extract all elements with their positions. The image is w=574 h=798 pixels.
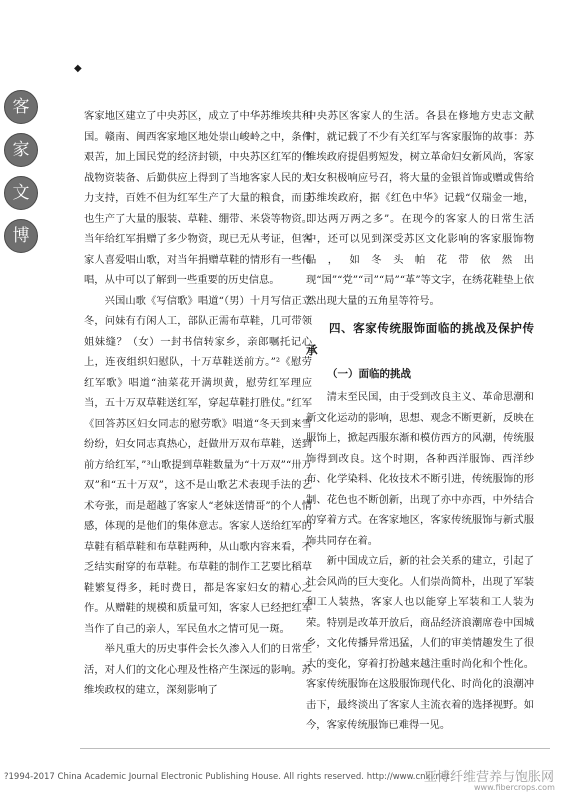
paragraph: 清末至民国，由于受到改良主义、革命思潮和新文化运动的影响，思想、观念不断更新，反映在服饰上，掀起西服东渐和模仿西方的风潮，传统服饰得到改良。这个时期，各种西洋服饰、西洋纱布、化学染料、化妆技术不断引进，传统服饰的形制、花色也不断创新，出现了亦中亦西，中外结合的穿着方式。在客家地区，客家传统服饰与新式服饰共同存在着。 (306, 391, 534, 547)
paragraph: 新中国成立后，新的社会关系的建立，引起了社会风尚的巨大变化。人们崇尚简朴，出现了军装和工人装热，客家人也以能穿上军装和工人装为荣。特别是改革开放后，商品经济浪潮席卷中国城乡，文化传播异常迅猛，人们的审美情趣发生了很大的变化，穿着打扮越来越注重时尚化和个性化。客家传统服饰在这股服饰现代化、时尚化的浪潮冲击下，最终淡出了客家人主流衣着的选择视野。如今，客家传统服饰已难得一见。 (306, 555, 534, 731)
paragraph: 兴国山歌《写信歌》唱道“（男）十月写信正立冬，问妹有冇闲人工，部队正需布草鞋，几可带领姐妹缝？（女）一封书信转家乡，亲郎嘱托记心上，连夜组织妇慰队，十万草鞋送前方。”²《慰劳红军歌》唱道“油菜花开满坝黄，慰劳红军理应当，五十万双草鞋送红军，穿起草鞋打胜仗。”红军《回答苏区妇女同志的慰劳歌》唱道“冬天到来雪纷纷，妇女同志真热心，赶做卅万双布草鞋，送到前方给红军，”³山歌提到草鞋数量为“十万双”“卅万双”和“五十万双”，这不是山歌艺术表现手法的艺术夸张，而是超越了客家人“老妹送情哥”的个人情感，体现的是他们的集体意志。客家人送给红军的草鞋有稻草鞋和布草鞋两种，从山歌内容来看，不乏结实耐穿的布草鞋。布草鞋的制作工艺要比稻草鞋繁复得多，耗时费日，都是客家妇女的精心之作。从赠鞋的规模和质量可知，客家人已经把红军当作了自己的亲人，军民鱼水之情可见一斑。 (84, 294, 312, 635)
side-logo-char: 文 (4, 176, 38, 210)
watermark-text: 亚博纤维营养与饱胀网 (424, 770, 555, 785)
page-ornament: ◆ (74, 63, 82, 74)
subsection-heading: （一）面临的挑战 (327, 368, 411, 380)
paragraph: 中央苏区客家人的生活。各县在修地方史志文献时，就记载了不少有关红军与客家服饰的故事：苏维埃政府提倡剪短发，树立革命妇女新风尚，客家妇女积极响应号召，将大量的金银首饰或赠或售给苏维埃政府，据《红色中华》记载“仅瑞金一地，即达两万两之多”。在现今的客家人的日常生活中，还可以见到深受苏区文化影响的客家服饰物品，如冬头帕花带依然出现“国”“党”“司”“局”“革”等文字，在绣花鞋垫上依然出现大量的五角星等符号。 (306, 110, 534, 307)
paragraph: 举凡重大的历史事件会长久渗入人们的日常生活，对人们的文化心理及性格产生深远的影响。苏维埃政权的建立，深刻影响了 (84, 643, 312, 696)
side-logo-char: 客 (4, 90, 38, 124)
left-text-column (84, 106, 312, 701)
paragraph: 客家地区建立了中央苏区，成立了中华苏维埃共和国。赣南、闽西客家地区地处崇山峻岭之中，条件艰苦，加上国民党的经济封锁，中央苏区红军的作战物资装备、后勤供应上得到了当地客家人民的大力支持，百姓不但为红军生产了大量的粮食，而且也生产了大量的服装、草鞋、绷带、米袋等物资。当年给红军捐赠了多少物资，现已无从考证，但客家人喜爱唱山歌，对当年捐赠草鞋的情形有一些传唱，从中可以了解到一些重要的历史信息。 (84, 110, 312, 286)
section-heading: 四、客家传统服饰面临的挑战及保护传承 (306, 321, 534, 357)
side-logo-char: 博 (4, 219, 38, 253)
side-logo-char: 家 (4, 133, 38, 167)
copyright-footer: ?1994-2017 China Academic Journal Electronic Publishing House. All rights reserved. http://www.cnki.net (4, 772, 450, 782)
watermark-url: www.fibercrops.com (474, 783, 555, 792)
footer-divider (80, 748, 550, 749)
journal-side-logo (4, 90, 40, 262)
right-text-column (306, 106, 534, 736)
